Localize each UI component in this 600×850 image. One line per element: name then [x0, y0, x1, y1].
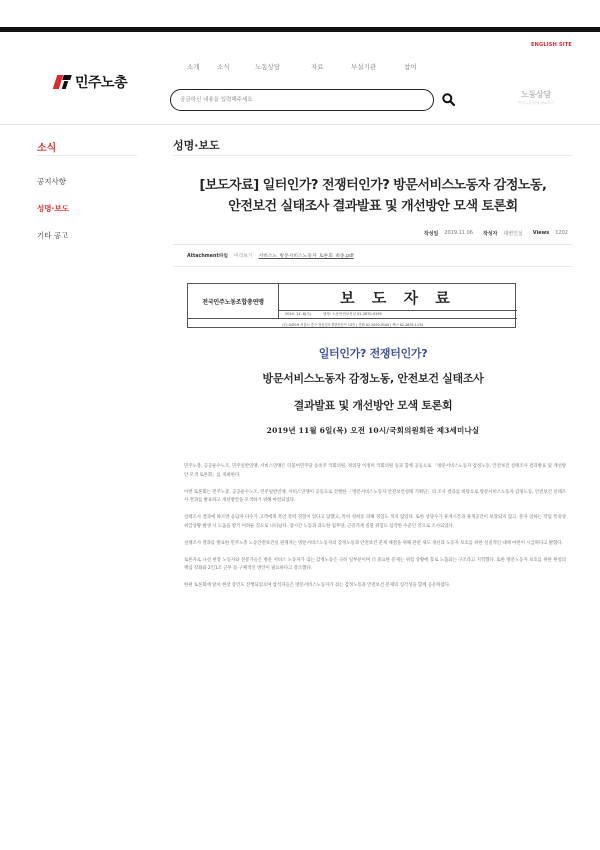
top-bar [0, 27, 600, 32]
attachment-preview-link[interactable]: 미리보기 [234, 254, 253, 259]
sidebar-menu [37, 176, 69, 257]
doc-date: 2019. 11. 6(수) [285, 312, 312, 316]
sidebar-title: 소식 [37, 143, 57, 154]
date-label: 작성일 [423, 231, 439, 237]
doc-paragraph: 한편 토론회에 앞서 현장 증언도 진행되었으며 참석자들은 방문서비스노동자가 겪는 감정노동과 안전보건 문제의 심각성을 함께 공유하였다. [184, 583, 451, 588]
attachment-file-link[interactable]: 서비스노_방문서비스노동자_토론회_최종.pdf [258, 254, 354, 259]
page-title: 성명·보도 [173, 139, 220, 152]
press-release-header-box [187, 283, 516, 328]
doc-contact: 담당: 노동안전보건실 02-2670-9195 [323, 312, 382, 316]
nav-item-counsel[interactable]: 노동상담 [255, 63, 281, 71]
doc-paragraph: 이번 토론회는 민주노총, 공공운수노조, 민주일반연맹, 서비스연맹이 공동으로 진행한 「방문서비스노동자 안전보건실태 기획단」의 조사 결과를 바탕으로 방문서비스노동자 감정노동, 안전보건 실태조사 결과를 발표하고 개선방안을 모색하기 위해 마련되었다. [184, 489, 566, 503]
english-site-link[interactable]: ENGLISH SITE [531, 42, 572, 48]
title-rule [173, 155, 573, 156]
nav-item-resources[interactable]: 자료 [311, 63, 324, 71]
post-meta [424, 230, 572, 237]
post-title-line1: [보도자료] 일터인가? 전쟁터인가? 방문서비스노동자 감정노동, [199, 178, 547, 193]
sidebar-item-other-notices[interactable]: 기타 공고 [37, 231, 69, 240]
doc-paragraph: 실태조사 결과를 발표한 민주노총 노동안전보건실 관계자는 방문서비스노동자의 감정노동과 안전보건 문제 해결을 위해 관련 제도 개선과 노동자 보호를 위한 실질적인 대책 마련이 시급하다고 밝혔다. [184, 540, 563, 546]
date-value: 2019.11.06 [444, 230, 473, 236]
sidebar-item-statements[interactable]: 성명·보도 [37, 204, 69, 213]
search-box [170, 89, 434, 111]
doc-subtitle-line2: 결과발표 및 개선방안 모색 토론회 [293, 399, 453, 412]
attachment-rule-top [173, 244, 573, 245]
logo-mark-icon [55, 75, 72, 89]
sidebar-rule [37, 155, 137, 156]
views-label: Views [532, 230, 550, 236]
nav-item-intro[interactable]: 소개 [187, 63, 200, 71]
doc-paragraph: 민주노총, 공공운수노조, 민주일반연맹, 서비스연맹은 더불어민주당 송옥주 국회의원, 정의당 이정미 국회의원 등과 함께 공동으로 「방문서비스노동자 감정노동, 안전보건 실태조사 결과발표 및 개선방안 모색 토론회」를 개최한다. [184, 464, 566, 478]
labor-counsel-button[interactable] [518, 89, 554, 106]
doc-subtitle-question: 일터인가? 전쟁터인가? [318, 347, 428, 360]
logo-text: 민주노총 [75, 75, 128, 91]
doc-info-row [279, 310, 517, 318]
doc-paragraph: 실태조사 결과에 따르면 응답자 다수가 고객에게 폭언 폭력 경험이 있다고 답했고, 특히 성희롱 피해 경험도 적지 않았다. 또한 상당수가 휴게시간과 휴게공간이 보장되지 않고, 혼자 일하는 작업 특성상 위급상황 발생 시 도움을 받기 어려운 것으로 나타났다. 장시간 노동과 과도한 업무량, 근골격계 질환 위험도 심각한 수준인 것으로 조사되었다. [184, 515, 566, 529]
search-icon[interactable] [442, 93, 455, 106]
doc-body [184, 463, 566, 599]
sidebar-item-notice[interactable]: 공지사항 [37, 177, 66, 186]
nav-item-institutions[interactable]: 부설기관 [351, 63, 377, 71]
doc-paragraph: 토론자로 나선 현장 노동자와 전문가들은 방문 서비스 노동자가 겪는 감정노동은 극히 일부분이며 더 중요한 문제는 위험 상황에 홀로 노출되는 구조라고 지적했다. 또한 방문노동자 보호를 위한 원청의 책임 강화와 2인1조 근무 등 구체적인 방안이 필요하다고 강조했다. [184, 557, 566, 571]
attachment-label: Attachment파일 [187, 254, 229, 259]
logo[interactable] [55, 72, 127, 92]
nav-item-news[interactable]: 소식 [217, 63, 230, 71]
doc-heading: 보 도 자 료 [340, 288, 456, 307]
nav-item-participate[interactable]: 참여 [404, 63, 417, 71]
attachment-row [187, 252, 354, 259]
main-nav [187, 62, 434, 71]
post-title [173, 175, 573, 217]
doc-event-info: 2019년 11월 6일(목) 오전 10시/국회의원회관 제3세미나실 [266, 426, 480, 435]
post-title-line2: 안전보건 실태조사 결과발표 및 개선방안 모색 토론회 [228, 199, 518, 214]
doc-footer: (우) 04519 서울시 중구 정동길3 경향신문사 13층 | 전화 02-2670-9100 | 팩스 02-2635-1134 [188, 318, 517, 329]
header-divider [0, 124, 600, 125]
attachment-rule-bottom [173, 266, 573, 267]
doc-org: 전국민주노동조합총연맹 [188, 284, 279, 318]
author-label: 작성자 [482, 231, 498, 237]
doc-subtitle-line1: 방문서비스노동자 감정노동, 안전보건 실태조사 [262, 372, 484, 385]
views-value: 1202 [555, 230, 568, 236]
labor-counsel-sub: 민주노총 상담 바로가기 [518, 101, 555, 105]
search-input[interactable] [180, 95, 410, 105]
labor-counsel-title: 노동상담 [521, 90, 551, 99]
author-value: 대변인실 [503, 231, 523, 237]
